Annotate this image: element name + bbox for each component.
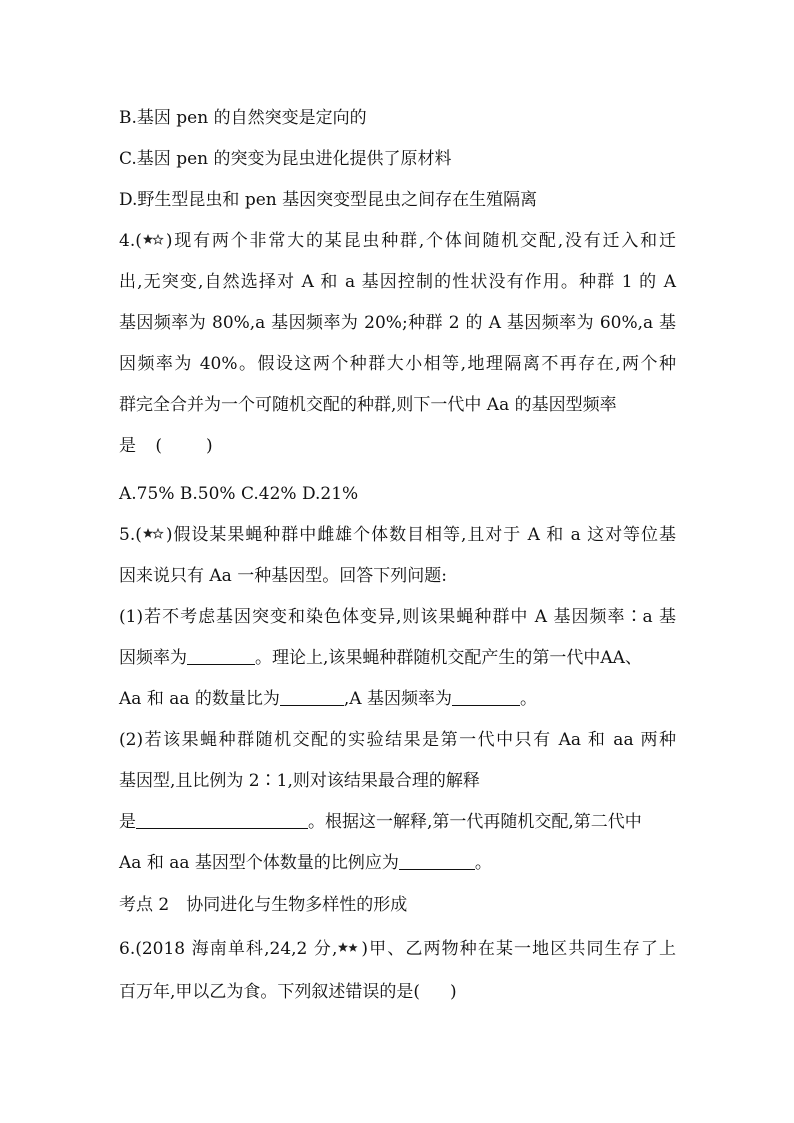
- question-5-part1-text: (1)若不考虑基因突变和染色体变异,则该果蝇种群中 A 基因频率∶a 基: [119, 607, 676, 627]
- option-b-line: [119, 106, 676, 130]
- question-5-part2-line-3: [119, 810, 676, 834]
- question-4-line-2: [119, 270, 676, 294]
- star-difficulty-icon: [143, 233, 165, 247]
- question-5-part1-text-3: 。理论上,该果蝇种群随机交配产生的第一代中AA、: [255, 648, 642, 668]
- question-4-line-6: [119, 434, 676, 458]
- question-5-part2-line-4: [119, 851, 676, 875]
- question-4-line-4: [119, 352, 676, 376]
- section-heading: [119, 893, 676, 917]
- question-6-text-2: 百万年,甲以乙为食。下列叙述错误的是(: [119, 982, 421, 1002]
- question-4-text-4: 因频率为 40%。假设这两个种群大小相等,地理隔离不再存在,两个种: [119, 354, 676, 374]
- question-5-part1-line-2: [119, 646, 676, 670]
- section-heading-text: 考点 2 协同进化与生物多样性的形成: [119, 895, 408, 915]
- fill-blank-2[interactable]: [280, 689, 344, 706]
- fill-blank-4[interactable]: [136, 812, 308, 829]
- question-5-part2-text-4: 。根据这一解释,第一代再随机交配,第二代中: [308, 812, 642, 832]
- question-5-part1-text-5: ,A 基因频率为: [343, 689, 452, 709]
- question-5-part2-text: (2)若该果蝇种群随机交配的实验结果是第一代中只有 Aa 和 aa 两种: [119, 730, 676, 750]
- question-5-part2-text-5: Aa 和 aa 基因型个体数量的比例应为: [119, 853, 399, 873]
- question-4-options: [119, 482, 676, 506]
- question-5-part2-line-1: [119, 728, 676, 752]
- question-6-line-2: [119, 980, 676, 1004]
- question-5-part1-text-4: Aa 和 aa 的数量比为: [119, 689, 280, 709]
- question-5-line-2: [119, 564, 676, 588]
- question-4-text: )现有两个非常大的某昆虫种群,个体间随机交配,没有迁入和迁: [165, 231, 676, 251]
- question-4-text-5: 群完全合并为一个可随机交配的种群,则下一代中 Aa 的基因型频率: [119, 395, 617, 415]
- question-4-line-1: [119, 229, 676, 253]
- question-5-part1-line-1: [119, 605, 676, 629]
- question-5-part2-text-2: 基因型,且比例为 2∶1,则对该结果最合理的解释: [119, 771, 480, 791]
- question-5-part2-text-3: 是: [119, 812, 136, 832]
- question-6-source: 6.(2018 海南单科,24,2 分,: [119, 939, 338, 959]
- question-4-text-6: 是: [119, 436, 136, 456]
- option-d-line: [119, 188, 676, 212]
- answer-paren-open: (: [155, 436, 163, 456]
- question-4-line-5: [119, 393, 676, 417]
- question-6-paren-close: ): [450, 982, 457, 1002]
- question-4-options-text: A.75% B.50% C.42% D.21%: [119, 484, 359, 504]
- fill-blank-3[interactable]: [452, 689, 520, 706]
- question-5-text: )假设某果蝇种群中雌雄个体数目相等,且对于 A 和 a 这对等位基: [165, 525, 676, 545]
- question-4-text-3: 基因频率为 80%,a 基因频率为 20%;种群 2 的 A 基因频率为 60%,a 基: [119, 313, 676, 333]
- question-4-number: 4.(: [119, 231, 142, 251]
- question-6-text: )甲、乙两物种在某一地区共同生存了上: [361, 939, 676, 959]
- question-6-line-1: [119, 937, 676, 961]
- fill-blank-5[interactable]: [399, 853, 475, 870]
- question-5-text-2: 因来说只有 Aa 一种基因型。回答下列问题:: [119, 566, 447, 586]
- question-5-part1-text-6: 。: [520, 689, 537, 709]
- option-d-text: D.野生型昆虫和 pen 基因突变型昆虫之间存在生殖隔离: [119, 190, 538, 210]
- option-c-text: C.基因 pen 的突变为昆虫进化提供了原材料: [119, 149, 452, 169]
- question-5-part1-line-3: [119, 687, 676, 711]
- question-5-part2-line-2: [119, 769, 676, 793]
- answer-paren-close: ): [206, 436, 213, 456]
- star-difficulty-icon: [338, 941, 360, 955]
- question-5-number: 5.(: [119, 525, 142, 545]
- option-b-text: B.基因 pen 的自然突变是定向的: [119, 108, 367, 128]
- star-difficulty-icon: [143, 527, 165, 541]
- option-c-line: [119, 147, 676, 171]
- question-5-part1-text-2: 因频率为: [119, 648, 187, 668]
- question-5-part2-text-6: 。: [474, 853, 492, 873]
- question-4-line-3: [119, 311, 676, 335]
- question-5-line-1: [119, 523, 676, 547]
- fill-blank-1[interactable]: [187, 648, 255, 665]
- question-4-text-2: 出,无突变,自然选择对 A 和 a 基因控制的性状没有作用。种群 1 的 A: [119, 272, 676, 292]
